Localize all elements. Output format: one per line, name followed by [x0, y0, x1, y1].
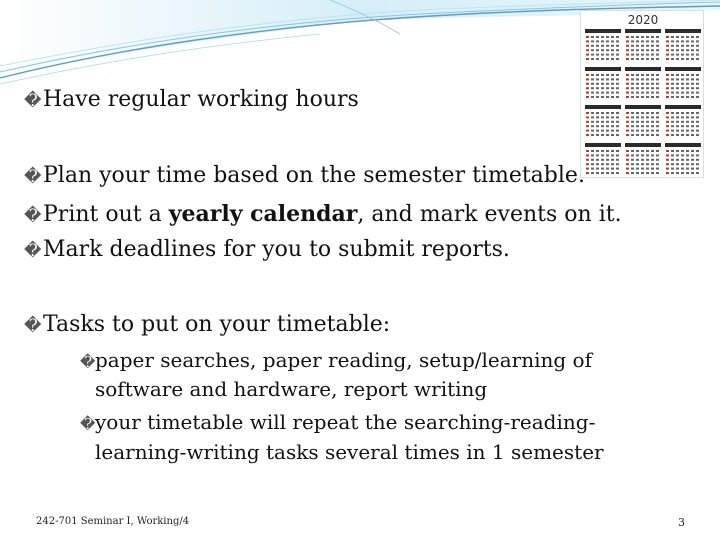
footer-text: 242-701 Seminar I, Working/4: [36, 516, 190, 527]
calendar-month-block: [585, 29, 621, 60]
calendar-month-block: [625, 105, 661, 136]
calendar-month-block: [625, 143, 661, 174]
bullet-mark-deadlines: [24, 237, 510, 264]
calendar-month-block: [625, 29, 661, 60]
bullet-text: Plan your time based on the semester timetable.: [43, 163, 585, 188]
calendar-month-block: [665, 105, 701, 136]
bullet-text-post: , and mark events on it.: [357, 202, 622, 227]
calendar-month-block: [585, 105, 621, 136]
calendar-month-block: [665, 67, 701, 98]
calendar-month-block: [665, 29, 701, 60]
bullet-glyph: �: [24, 91, 42, 111]
bullet-regular-hours: [24, 87, 359, 114]
bullet-text-bold: yearly calendar: [168, 201, 358, 227]
bullet-text: Have regular working hours: [43, 87, 359, 112]
bullet-plan-time: [24, 163, 585, 190]
sub-bullet-text: your timetable will repeat the searching-reading-: [95, 410, 596, 434]
sub-bullet-paper-searches-cont: software and hardware, report writing: [95, 377, 488, 401]
sub-bullet-paper-searches: [80, 348, 592, 374]
calendar-month-block: [665, 143, 701, 174]
yearly-calendar-image: [580, 10, 704, 178]
bullet-print-calendar: [24, 201, 622, 229]
sub-bullet-text: paper searches, paper reading, setup/learning of: [95, 348, 593, 372]
bullet-glyph: �: [24, 316, 42, 336]
sub-bullet-timetable-repeat-cont: learning-writing tasks several times in 1 semester: [95, 440, 604, 464]
bullet-text: Mark deadlines for you to submit reports.: [43, 237, 510, 262]
calendar-months-grid: [581, 11, 705, 179]
calendar-month-block: [625, 67, 661, 98]
bullet-glyph: �: [24, 241, 42, 261]
page-number: 3: [678, 516, 685, 529]
calendar-month-block: [585, 67, 621, 98]
bullet-text: Tasks to put on your timetable:: [43, 312, 391, 337]
bullet-text-pre: Print out a: [43, 202, 169, 227]
bullet-tasks: [24, 312, 390, 339]
bullet-glyph: �: [24, 206, 42, 226]
sub-bullet-timetable-repeat: [80, 410, 595, 436]
sub-bullet-glyph: �: [80, 353, 96, 371]
calendar-month-block: [585, 143, 621, 174]
bullet-glyph: �: [24, 167, 42, 187]
calendar-year: 2020: [627, 13, 659, 27]
sub-bullet-glyph: �: [80, 415, 96, 433]
